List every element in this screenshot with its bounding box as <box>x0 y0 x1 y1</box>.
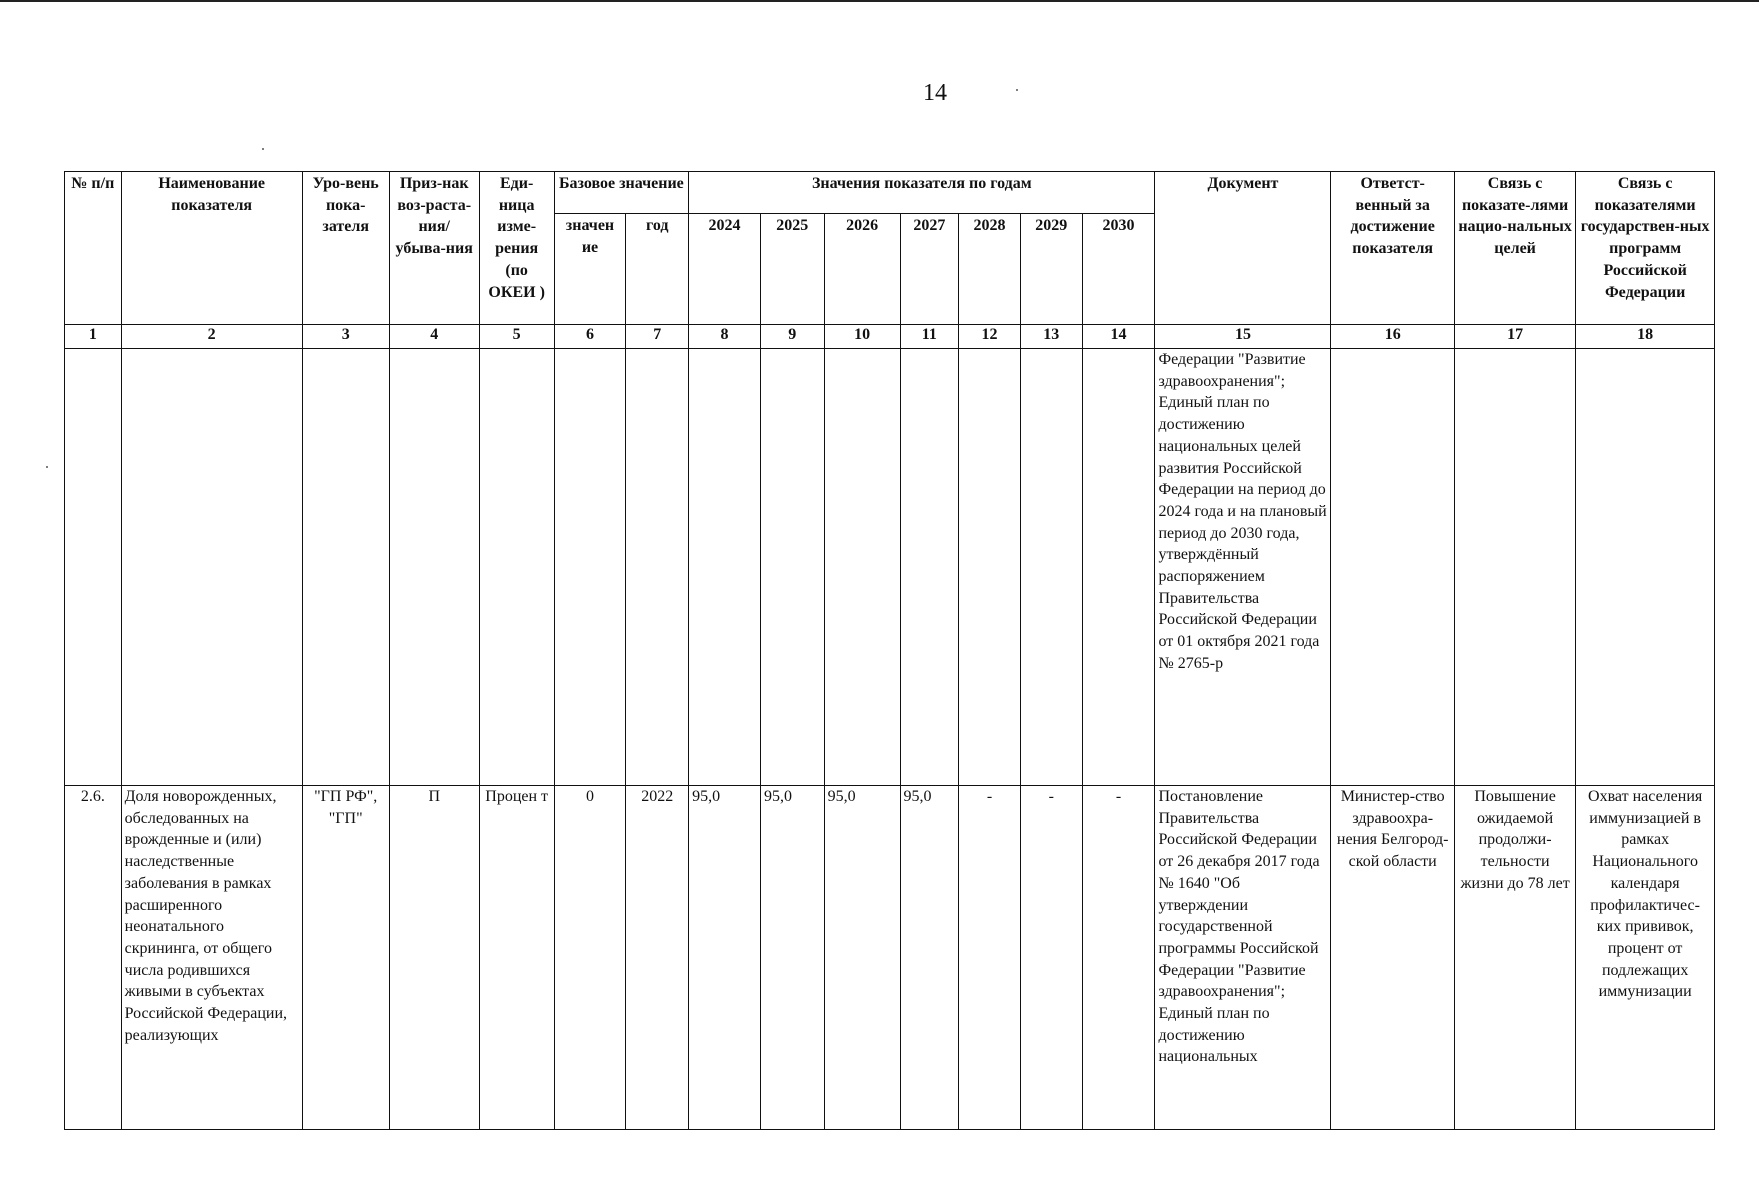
header-year: 2030 <box>1082 214 1155 325</box>
state-programs-cell: Охват населения иммунизацией в рамках Национального календаря профилактичес-ких прививок, процент от подлежащих иммунизации <box>1576 786 1715 1130</box>
year-value-cell: 95,0 <box>900 786 959 1130</box>
header-responsible: Ответст-венный за достижение показателя <box>1331 172 1454 325</box>
empty-cell <box>121 349 302 786</box>
empty-cell <box>689 349 761 786</box>
column-number: 16 <box>1331 325 1454 349</box>
top-border-line <box>0 0 1759 2</box>
column-number: 4 <box>389 325 479 349</box>
empty-cell <box>824 349 900 786</box>
column-number: 11 <box>900 325 959 349</box>
national-goals-cell: Повышение ожидаемой продолжи-тельности жизни до 78 лет <box>1454 786 1575 1130</box>
unit-cell: Процен т <box>479 786 554 1130</box>
empty-cell <box>1454 349 1575 786</box>
year-value-cell: - <box>1020 786 1082 1130</box>
empty-cell <box>65 349 122 786</box>
level-cell: "ГП РФ", "ГП" <box>302 786 389 1130</box>
header-year: 2027 <box>900 214 959 325</box>
column-numbers-row <box>65 325 1715 349</box>
empty-cell <box>389 349 479 786</box>
row-number-cell: 2.6. <box>65 786 122 1130</box>
column-number: 15 <box>1155 325 1331 349</box>
header-document: Документ <box>1155 172 1331 325</box>
empty-cell <box>302 349 389 786</box>
column-number: 6 <box>554 325 626 349</box>
header-base-value: значен ие <box>554 214 626 325</box>
empty-cell <box>1082 349 1155 786</box>
page-number: 14 <box>923 80 947 106</box>
document-cell: Постановление Правительства Российской Федерации от 26 декабря 2017 года № 1640 "Об утверждении государственной программы Российской Федерации "Развитие здравоохранения"; Единый план по достижению национальных <box>1155 786 1331 1130</box>
column-number: 9 <box>760 325 824 349</box>
column-number: 18 <box>1576 325 1715 349</box>
column-number: 8 <box>689 325 761 349</box>
column-number: 1 <box>65 325 122 349</box>
column-number: 13 <box>1020 325 1082 349</box>
scan-speck <box>46 466 48 468</box>
empty-cell <box>760 349 824 786</box>
year-value-cell: 95,0 <box>760 786 824 1130</box>
column-number: 17 <box>1454 325 1575 349</box>
header-year: 2028 <box>959 214 1021 325</box>
empty-cell <box>900 349 959 786</box>
empty-cell <box>1331 349 1454 786</box>
header-national-goals: Связь с показате-лями нацио-нальных целей <box>1454 172 1575 325</box>
header-unit: Еди-ница изме-рения (по ОКЕИ ) <box>479 172 554 325</box>
header-by-years: Значения показателя по годам <box>689 172 1155 214</box>
header-year: 2026 <box>824 214 900 325</box>
header-num: № п/п <box>65 172 122 325</box>
responsible-cell: Министер-ство здравоохра-нения Белгород-ской области <box>1331 786 1454 1130</box>
empty-cell <box>1576 349 1715 786</box>
column-number: 2 <box>121 325 302 349</box>
column-number: 5 <box>479 325 554 349</box>
empty-cell <box>554 349 626 786</box>
column-number: 12 <box>959 325 1021 349</box>
header-base-year: год <box>626 214 689 325</box>
table-row <box>65 786 1715 1130</box>
base-value-cell: 0 <box>554 786 626 1130</box>
year-value-cell: 95,0 <box>689 786 761 1130</box>
empty-cell <box>626 349 689 786</box>
year-value-cell: - <box>1082 786 1155 1130</box>
year-value-cell: - <box>959 786 1021 1130</box>
indicator-name-cell: Доля новорожденных, обследованных на врожденные и (или) наследственные заболевания в рамках расширенного неонатального скрининга, от общего числа родившихся живыми в субъектах Российской Федерации, реализующих <box>121 786 302 1130</box>
empty-cell <box>479 349 554 786</box>
column-number: 14 <box>1082 325 1155 349</box>
scan-speck <box>1016 89 1018 91</box>
column-number: 7 <box>626 325 689 349</box>
header-year: 2029 <box>1020 214 1082 325</box>
year-value-cell: 95,0 <box>824 786 900 1130</box>
scan-speck <box>262 148 264 150</box>
continuation-document-cell: Федерации "Развитие здравоохранения"; Единый план по достижению национальных целей развития Российской Федерации на период до 2024 года и на плановый период до 2030 года, утверждённый распоряжением Правительства Российской Федерации от 01 октября 2021 года № 2765-р <box>1155 349 1331 786</box>
continuation-row <box>65 349 1715 786</box>
header-year: 2024 <box>689 214 761 325</box>
header-trend: Приз-нак воз-раста-ния/ убыва-ния <box>389 172 479 325</box>
header-row <box>65 172 1715 214</box>
empty-cell <box>959 349 1021 786</box>
trend-cell: П <box>389 786 479 1130</box>
header-state-programs: Связь с показателями государствен-ных программ Российской Федерации <box>1576 172 1715 325</box>
column-number: 10 <box>824 325 900 349</box>
header-year: 2025 <box>760 214 824 325</box>
base-year-cell: 2022 <box>626 786 689 1130</box>
indicators-table <box>64 171 1715 1130</box>
header-base: Базовое значение <box>554 172 689 214</box>
header-level: Уро-вень пока-зателя <box>302 172 389 325</box>
column-number: 3 <box>302 325 389 349</box>
empty-cell <box>1020 349 1082 786</box>
header-name: Наименование показателя <box>121 172 302 325</box>
